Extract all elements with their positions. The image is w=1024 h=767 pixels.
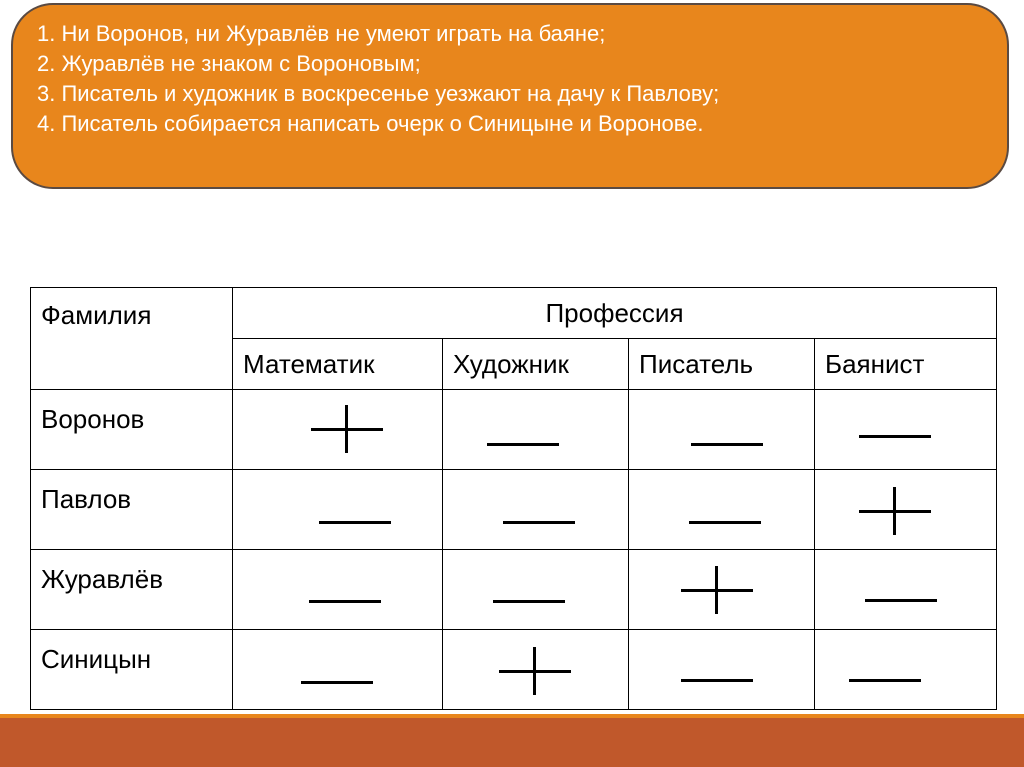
row-name-voronov: Воронов (31, 390, 233, 470)
mark-cell (233, 630, 443, 710)
condition-4: 4. Писатель собирается написать очерк о Синицыне и Воронове. (37, 111, 704, 136)
bottom-bar (0, 714, 1024, 767)
mark-cell (629, 470, 815, 550)
mark-cell (629, 630, 815, 710)
column-header-artist: Художник (443, 339, 629, 390)
mark-cell (815, 470, 997, 550)
mark-cell (233, 470, 443, 550)
mark-cell (443, 470, 629, 550)
mark-cell (233, 390, 443, 470)
condition-1: 1. Ни Воронов, ни Журавлёв не умеют играть на баяне; (37, 21, 606, 46)
table-row (31, 390, 997, 470)
mark-cell (815, 630, 997, 710)
row-name-zhuravlev: Журавлёв (31, 550, 233, 630)
condition-2: 2. Журавлёв не знаком с Вороновым; (37, 51, 421, 76)
row-name-sinitsyn: Синицын (31, 630, 233, 710)
mark-cell (233, 550, 443, 630)
table-row (31, 630, 997, 710)
profession-header: Профессия (233, 288, 997, 339)
mark-zhuravlev-writer (681, 566, 753, 614)
mark-pavlov-accordionist (859, 487, 931, 535)
mark-cell (443, 630, 629, 710)
logic-table (30, 287, 997, 710)
column-header-accordionist: Баянист (815, 339, 997, 390)
mark-cell (443, 390, 629, 470)
conditions-panel (11, 3, 1009, 189)
row-name-pavlov: Павлов (31, 470, 233, 550)
condition-3: 3. Писатель и художник в воскресенье уезжают на дачу к Павлову; (37, 81, 720, 106)
mark-cell (815, 390, 997, 470)
column-header-writer: Писатель (629, 339, 815, 390)
mark-cell (629, 390, 815, 470)
mark-cell (815, 550, 997, 630)
mark-cell (443, 550, 629, 630)
column-header-mathematician: Математик (233, 339, 443, 390)
surname-header: Фамилия (31, 288, 233, 390)
mark-cell (629, 550, 815, 630)
table-row (31, 470, 997, 550)
mark-sinitsyn-artist (499, 647, 571, 695)
table-row (31, 550, 997, 630)
mark-voronov-mathematician (311, 405, 383, 453)
